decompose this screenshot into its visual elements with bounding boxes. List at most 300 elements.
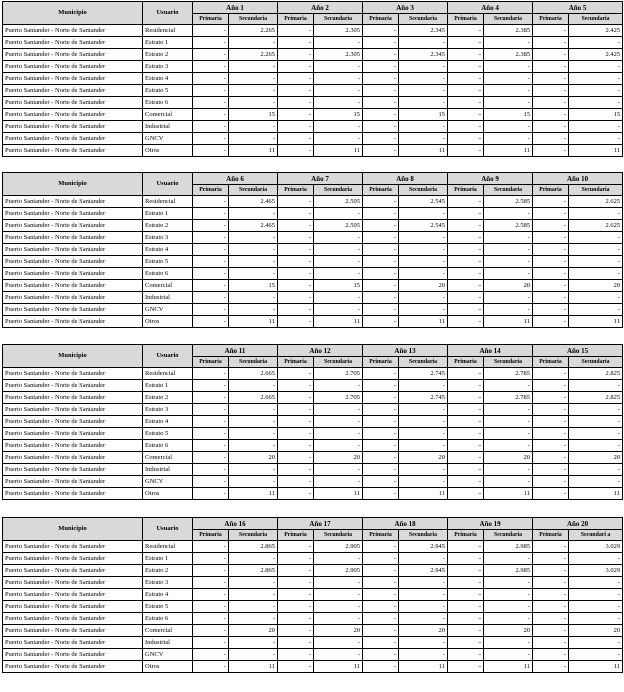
secundaria-header: Secundaria — [484, 530, 533, 541]
primaria-value: - — [193, 440, 229, 452]
secundaria-header: Secundaria — [399, 357, 448, 368]
primaria-value: - — [193, 637, 229, 649]
primaria-header: Primaria — [278, 357, 314, 368]
primaria-value: - — [278, 488, 314, 500]
municipio-cell: Puerto Santander - Norte de Santander — [3, 553, 143, 565]
primaria-value: - — [533, 121, 569, 133]
usuario-cell: Estrato 1 — [143, 208, 193, 220]
secundaria-value: - — [229, 85, 278, 97]
usuario-cell: Comercial — [143, 280, 193, 292]
primaria-value: - — [193, 244, 229, 256]
secundaria-value: - — [484, 121, 533, 133]
primaria-value: - — [193, 220, 229, 232]
primaria-value: - — [363, 428, 399, 440]
primaria-value: - — [278, 37, 314, 49]
municipio-cell: Puerto Santander - Norte de Santander — [3, 416, 143, 428]
secundaria-value: 2.265 — [229, 25, 278, 37]
primaria-value: - — [363, 565, 399, 577]
secundaria-value: 2.505 — [314, 196, 363, 208]
table-row — [3, 577, 623, 589]
primaria-value: - — [363, 625, 399, 637]
secundaria-value: - — [229, 208, 278, 220]
secundaria-header: Secundaria — [229, 357, 278, 368]
primaria-value: - — [448, 577, 484, 589]
secundaria-value: 11 — [229, 488, 278, 500]
primaria-value: - — [278, 268, 314, 280]
primaria-value: - — [533, 109, 569, 121]
secundaria-value: 11 — [569, 661, 623, 673]
primaria-value: - — [193, 625, 229, 637]
secundaria-value: - — [569, 121, 623, 133]
usuario-cell: Residencial — [143, 368, 193, 380]
secundaria-value: - — [484, 97, 533, 109]
secundaria-value: - — [484, 292, 533, 304]
secundaria-value: - — [399, 416, 448, 428]
secundaria-value: 11 — [314, 661, 363, 673]
secundaria-value: - — [399, 577, 448, 589]
secundaria-value: - — [314, 649, 363, 661]
usuario-cell: Industrial — [143, 637, 193, 649]
table-row — [3, 256, 623, 268]
secundaria-value: 2.985 — [484, 541, 533, 553]
municipio-cell: Puerto Santander - Norte de Santander — [3, 428, 143, 440]
secundaria-value: 15 — [314, 280, 363, 292]
primaria-value: - — [448, 97, 484, 109]
primaria-value: - — [448, 49, 484, 61]
secundaria-value: - — [484, 577, 533, 589]
primaria-value: - — [193, 416, 229, 428]
usuario-cell: Estrato 5 — [143, 256, 193, 268]
primaria-header: Primaria — [533, 185, 569, 196]
secundaria-value: - — [484, 440, 533, 452]
usuario-cell: Estrato 5 — [143, 428, 193, 440]
secundaria-header: Secundaria — [399, 14, 448, 25]
secundaria-value: - — [229, 97, 278, 109]
secundaria-value: 2.985 — [484, 565, 533, 577]
usuario-cell: Estrato 6 — [143, 97, 193, 109]
primaria-value: - — [278, 577, 314, 589]
secundaria-value: 2.625 — [569, 196, 623, 208]
secundaria-value: - — [314, 601, 363, 613]
year-header: Año 9 — [448, 173, 533, 185]
secundaria-value: - — [314, 464, 363, 476]
header-row-years — [3, 173, 623, 185]
municipio-cell: Puerto Santander - Norte de Santander — [3, 49, 143, 61]
secundaria-value: 20 — [484, 625, 533, 637]
secundaria-value: 2.545 — [399, 196, 448, 208]
secundaria-header: Secundaria — [314, 530, 363, 541]
municipio-cell: Puerto Santander - Norte de Santander — [3, 589, 143, 601]
secundaria-header: Secundaria — [314, 185, 363, 196]
primaria-value: - — [448, 133, 484, 145]
secundaria-value: - — [569, 380, 623, 392]
municipio-cell: Puerto Santander - Norte de Santander — [3, 476, 143, 488]
secundaria-value: 2.545 — [399, 220, 448, 232]
secundaria-value: 2.825 — [569, 368, 623, 380]
secundaria-value: - — [399, 85, 448, 97]
usuario-cell: Industrial — [143, 121, 193, 133]
secundaria-value: - — [314, 553, 363, 565]
secundaria-value: 2.305 — [314, 49, 363, 61]
primaria-value: - — [278, 85, 314, 97]
secundaria-value: - — [229, 268, 278, 280]
primaria-value: - — [193, 649, 229, 661]
secundaria-value: 11 — [229, 316, 278, 328]
table-row — [3, 416, 623, 428]
primaria-value: - — [363, 601, 399, 613]
primaria-value: - — [278, 145, 314, 157]
primaria-value: - — [278, 476, 314, 488]
municipio-cell: Puerto Santander - Norte de Santander — [3, 392, 143, 404]
municipio-cell: Puerto Santander - Norte de Santander — [3, 109, 143, 121]
primaria-header: Primaria — [448, 185, 484, 196]
primaria-value: - — [278, 589, 314, 601]
primaria-value: - — [193, 292, 229, 304]
year-header: Año 6 — [193, 173, 278, 185]
table-row — [3, 476, 623, 488]
projection-table — [2, 517, 623, 673]
secundaria-value: - — [229, 244, 278, 256]
primaria-value: - — [193, 488, 229, 500]
primaria-value: - — [448, 637, 484, 649]
secundaria-value: 11 — [484, 316, 533, 328]
secundaria-value: - — [484, 553, 533, 565]
primaria-value: - — [448, 601, 484, 613]
secundaria-value: - — [569, 292, 623, 304]
secundaria-value: - — [399, 589, 448, 601]
primaria-value: - — [448, 280, 484, 292]
secundaria-value: - — [229, 37, 278, 49]
primaria-value: - — [533, 49, 569, 61]
municipio-cell: Puerto Santander - Norte de Santander — [3, 541, 143, 553]
primaria-value: - — [533, 244, 569, 256]
primaria-header: Primaria — [533, 14, 569, 25]
secundaria-value: - — [484, 637, 533, 649]
year-header: Año 10 — [533, 173, 623, 185]
secundaria-value: - — [569, 97, 623, 109]
secundaria-value: 2.705 — [314, 392, 363, 404]
secundaria-value: - — [399, 256, 448, 268]
secundaria-value: - — [229, 601, 278, 613]
usuario-cell: GNCV — [143, 476, 193, 488]
primaria-value: - — [448, 256, 484, 268]
primaria-value: - — [448, 73, 484, 85]
secundaria-value: - — [399, 404, 448, 416]
primaria-value: - — [533, 37, 569, 49]
table-row — [3, 280, 623, 292]
year-header: Año 18 — [363, 518, 448, 530]
year-header: Año 5 — [533, 2, 623, 14]
secundaria-value: - — [569, 304, 623, 316]
primaria-value: - — [448, 109, 484, 121]
secundaria-value: 11 — [399, 488, 448, 500]
secundaria-value: 2.425 — [569, 25, 623, 37]
primaria-value: - — [533, 380, 569, 392]
secundaria-value: - — [569, 613, 623, 625]
table-row — [3, 649, 623, 661]
secundaria-value: 11 — [399, 145, 448, 157]
secundaria-header: Secundaria — [399, 530, 448, 541]
secundaria-value: - — [314, 85, 363, 97]
municipio-cell: Puerto Santander - Norte de Santander — [3, 368, 143, 380]
year-header: Año 8 — [363, 173, 448, 185]
municipio-cell: Puerto Santander - Norte de Santander — [3, 488, 143, 500]
secundaria-value: - — [314, 304, 363, 316]
usuario-cell: Otros — [143, 145, 193, 157]
secundaria-value: - — [569, 637, 623, 649]
primaria-value: - — [193, 452, 229, 464]
primaria-value: - — [363, 280, 399, 292]
secundaria-value: - — [229, 404, 278, 416]
secundaria-value: 20 — [229, 625, 278, 637]
secundaria-value: - — [569, 256, 623, 268]
secundaria-value: - — [314, 232, 363, 244]
secundaria-value: 2.945 — [399, 541, 448, 553]
secundaria-value: 11 — [229, 145, 278, 157]
usuario-cell: Industrial — [143, 292, 193, 304]
municipio-cell: Puerto Santander - Norte de Santander — [3, 625, 143, 637]
secundaria-value: - — [399, 476, 448, 488]
primaria-value: - — [278, 244, 314, 256]
secundaria-value: - — [569, 37, 623, 49]
secundaria-value: - — [229, 61, 278, 73]
usuario-header: Usuario — [143, 518, 193, 541]
year-header: Año 20 — [533, 518, 623, 530]
primaria-value: - — [193, 121, 229, 133]
primaria-value: - — [193, 109, 229, 121]
primaria-value: - — [193, 196, 229, 208]
primaria-value: - — [448, 404, 484, 416]
secundaria-value: 15 — [399, 109, 448, 121]
primaria-value: - — [533, 464, 569, 476]
primaria-value: - — [448, 565, 484, 577]
secundaria-value: - — [399, 440, 448, 452]
secundaria-value: 15 — [484, 109, 533, 121]
secundaria-value: 20 — [569, 452, 623, 464]
header-row-years — [3, 2, 623, 14]
secundaria-value: 2.305 — [314, 25, 363, 37]
municipio-cell: Puerto Santander - Norte de Santander — [3, 85, 143, 97]
secundaria-value: 2.345 — [399, 49, 448, 61]
primaria-value: - — [533, 553, 569, 565]
secundaria-value: 20 — [399, 625, 448, 637]
primaria-value: - — [193, 589, 229, 601]
municipio-cell: Puerto Santander - Norte de Santander — [3, 380, 143, 392]
secundaria-value: - — [569, 601, 623, 613]
primaria-value: - — [278, 368, 314, 380]
primaria-value: - — [448, 380, 484, 392]
secundaria-value: - — [399, 37, 448, 49]
usuario-header: Usuario — [143, 2, 193, 25]
usuario-cell: Estrato 5 — [143, 85, 193, 97]
secundaria-value: - — [484, 256, 533, 268]
municipio-cell: Puerto Santander - Norte de Santander — [3, 565, 143, 577]
primaria-value: - — [363, 85, 399, 97]
table-row — [3, 49, 623, 61]
table-row — [3, 661, 623, 673]
primaria-value: - — [193, 25, 229, 37]
secundaria-value: 2.665 — [229, 368, 278, 380]
usuario-cell: Estrato 5 — [143, 601, 193, 613]
primaria-value: - — [193, 661, 229, 673]
secundaria-value: - — [229, 121, 278, 133]
primaria-value: - — [448, 37, 484, 49]
primaria-value: - — [193, 97, 229, 109]
table-row — [3, 625, 623, 637]
primaria-value: - — [533, 97, 569, 109]
primaria-value: - — [533, 61, 569, 73]
municipio-cell: Puerto Santander - Norte de Santander — [3, 304, 143, 316]
primaria-value: - — [533, 589, 569, 601]
secundaria-value: 2.465 — [229, 196, 278, 208]
primaria-value: - — [363, 97, 399, 109]
primaria-value: - — [193, 577, 229, 589]
usuario-cell: Estrato 4 — [143, 73, 193, 85]
secundaria-value: - — [229, 553, 278, 565]
primaria-value: - — [363, 316, 399, 328]
secundaria-value: 11 — [229, 661, 278, 673]
primaria-value: - — [193, 392, 229, 404]
primaria-value: - — [193, 208, 229, 220]
primaria-value: - — [533, 316, 569, 328]
table-row — [3, 133, 623, 145]
primaria-value: - — [193, 565, 229, 577]
secundaria-value: - — [314, 244, 363, 256]
secundaria-value: - — [399, 133, 448, 145]
secundaria-value: 3.029 — [569, 565, 623, 577]
primaria-value: - — [193, 428, 229, 440]
secundaria-value: - — [314, 404, 363, 416]
secundaria-value: - — [229, 428, 278, 440]
secundaria-value: 2.865 — [229, 565, 278, 577]
table-row — [3, 121, 623, 133]
table-row — [3, 109, 623, 121]
year-header: Año 4 — [448, 2, 533, 14]
secundaria-value: 20 — [569, 625, 623, 637]
primaria-value: - — [448, 220, 484, 232]
table-row — [3, 440, 623, 452]
usuario-cell: Industrial — [143, 464, 193, 476]
secundaria-value: - — [314, 256, 363, 268]
secundaria-value: 2.625 — [569, 220, 623, 232]
primaria-value: - — [193, 49, 229, 61]
secundaria-value: 11 — [399, 661, 448, 673]
secundaria-value: 20 — [314, 452, 363, 464]
primaria-value: - — [193, 613, 229, 625]
secundaria-value: - — [399, 73, 448, 85]
primaria-value: - — [448, 145, 484, 157]
primaria-value: - — [193, 541, 229, 553]
secundaria-value: - — [399, 601, 448, 613]
municipio-cell: Puerto Santander - Norte de Santander — [3, 220, 143, 232]
primaria-value: - — [533, 404, 569, 416]
secundaria-value: 20 — [314, 625, 363, 637]
primaria-value: - — [363, 268, 399, 280]
secundaria-value: - — [314, 37, 363, 49]
primaria-value: - — [278, 649, 314, 661]
primaria-value: - — [533, 196, 569, 208]
year-header: Año 14 — [448, 345, 533, 357]
secundaria-value: - — [399, 553, 448, 565]
secundaria-value: - — [484, 601, 533, 613]
secundaria-value: - — [484, 613, 533, 625]
secundaria-value: - — [484, 232, 533, 244]
usuario-cell: Estrato 1 — [143, 380, 193, 392]
table-row — [3, 637, 623, 649]
primaria-value: - — [363, 541, 399, 553]
primaria-value: - — [363, 577, 399, 589]
secundaria-value: 15 — [569, 109, 623, 121]
primaria-value: - — [193, 368, 229, 380]
usuario-cell: Estrato 4 — [143, 244, 193, 256]
secundaria-value: - — [484, 37, 533, 49]
primaria-value: - — [448, 61, 484, 73]
secundaria-value: - — [484, 244, 533, 256]
municipio-cell: Puerto Santander - Norte de Santander — [3, 133, 143, 145]
secundaria-value: 20 — [569, 280, 623, 292]
secundaria-header: Secundari a — [569, 530, 623, 541]
primaria-value: - — [448, 244, 484, 256]
primaria-value: - — [278, 256, 314, 268]
secundaria-header: Secundaria — [314, 14, 363, 25]
table-row — [3, 404, 623, 416]
secundaria-value: - — [484, 404, 533, 416]
primaria-value: - — [533, 577, 569, 589]
usuario-cell: GNCV — [143, 304, 193, 316]
table-row — [3, 613, 623, 625]
usuario-cell: Estrato 6 — [143, 268, 193, 280]
secundaria-value: - — [569, 476, 623, 488]
projection-table — [2, 344, 623, 500]
secundaria-value: 2.345 — [399, 25, 448, 37]
primaria-value: - — [278, 73, 314, 85]
primaria-value: - — [448, 452, 484, 464]
table-row — [3, 316, 623, 328]
usuario-cell: Estrato 3 — [143, 232, 193, 244]
secundaria-value: - — [399, 637, 448, 649]
municipio-cell: Puerto Santander - Norte de Santander — [3, 196, 143, 208]
secundaria-value: 2.905 — [314, 565, 363, 577]
secundaria-value: 2.705 — [314, 368, 363, 380]
primaria-value: - — [193, 380, 229, 392]
primaria-value: - — [448, 553, 484, 565]
secundaria-value: - — [314, 268, 363, 280]
primaria-value: - — [533, 392, 569, 404]
primaria-value: - — [278, 196, 314, 208]
secundaria-value: - — [399, 649, 448, 661]
secundaria-value: - — [484, 649, 533, 661]
primaria-value: - — [533, 304, 569, 316]
secundaria-value: - — [399, 97, 448, 109]
municipio-cell: Puerto Santander - Norte de Santander — [3, 61, 143, 73]
secundaria-value: - — [484, 304, 533, 316]
table-row — [3, 61, 623, 73]
table-row — [3, 541, 623, 553]
usuario-cell: Estrato 6 — [143, 613, 193, 625]
secundaria-value: - — [314, 292, 363, 304]
secundaria-header: Secundaria — [484, 185, 533, 196]
primaria-value: - — [363, 589, 399, 601]
municipio-cell: Puerto Santander - Norte de Santander — [3, 121, 143, 133]
secundaria-value: - — [484, 73, 533, 85]
primaria-value: - — [193, 61, 229, 73]
primaria-header: Primaria — [193, 357, 229, 368]
secundaria-value: 2.745 — [399, 392, 448, 404]
secundaria-value: 11 — [399, 316, 448, 328]
primaria-value: - — [363, 208, 399, 220]
municipio-cell: Puerto Santander - Norte de Santander — [3, 244, 143, 256]
municipio-cell: Puerto Santander - Norte de Santander — [3, 613, 143, 625]
